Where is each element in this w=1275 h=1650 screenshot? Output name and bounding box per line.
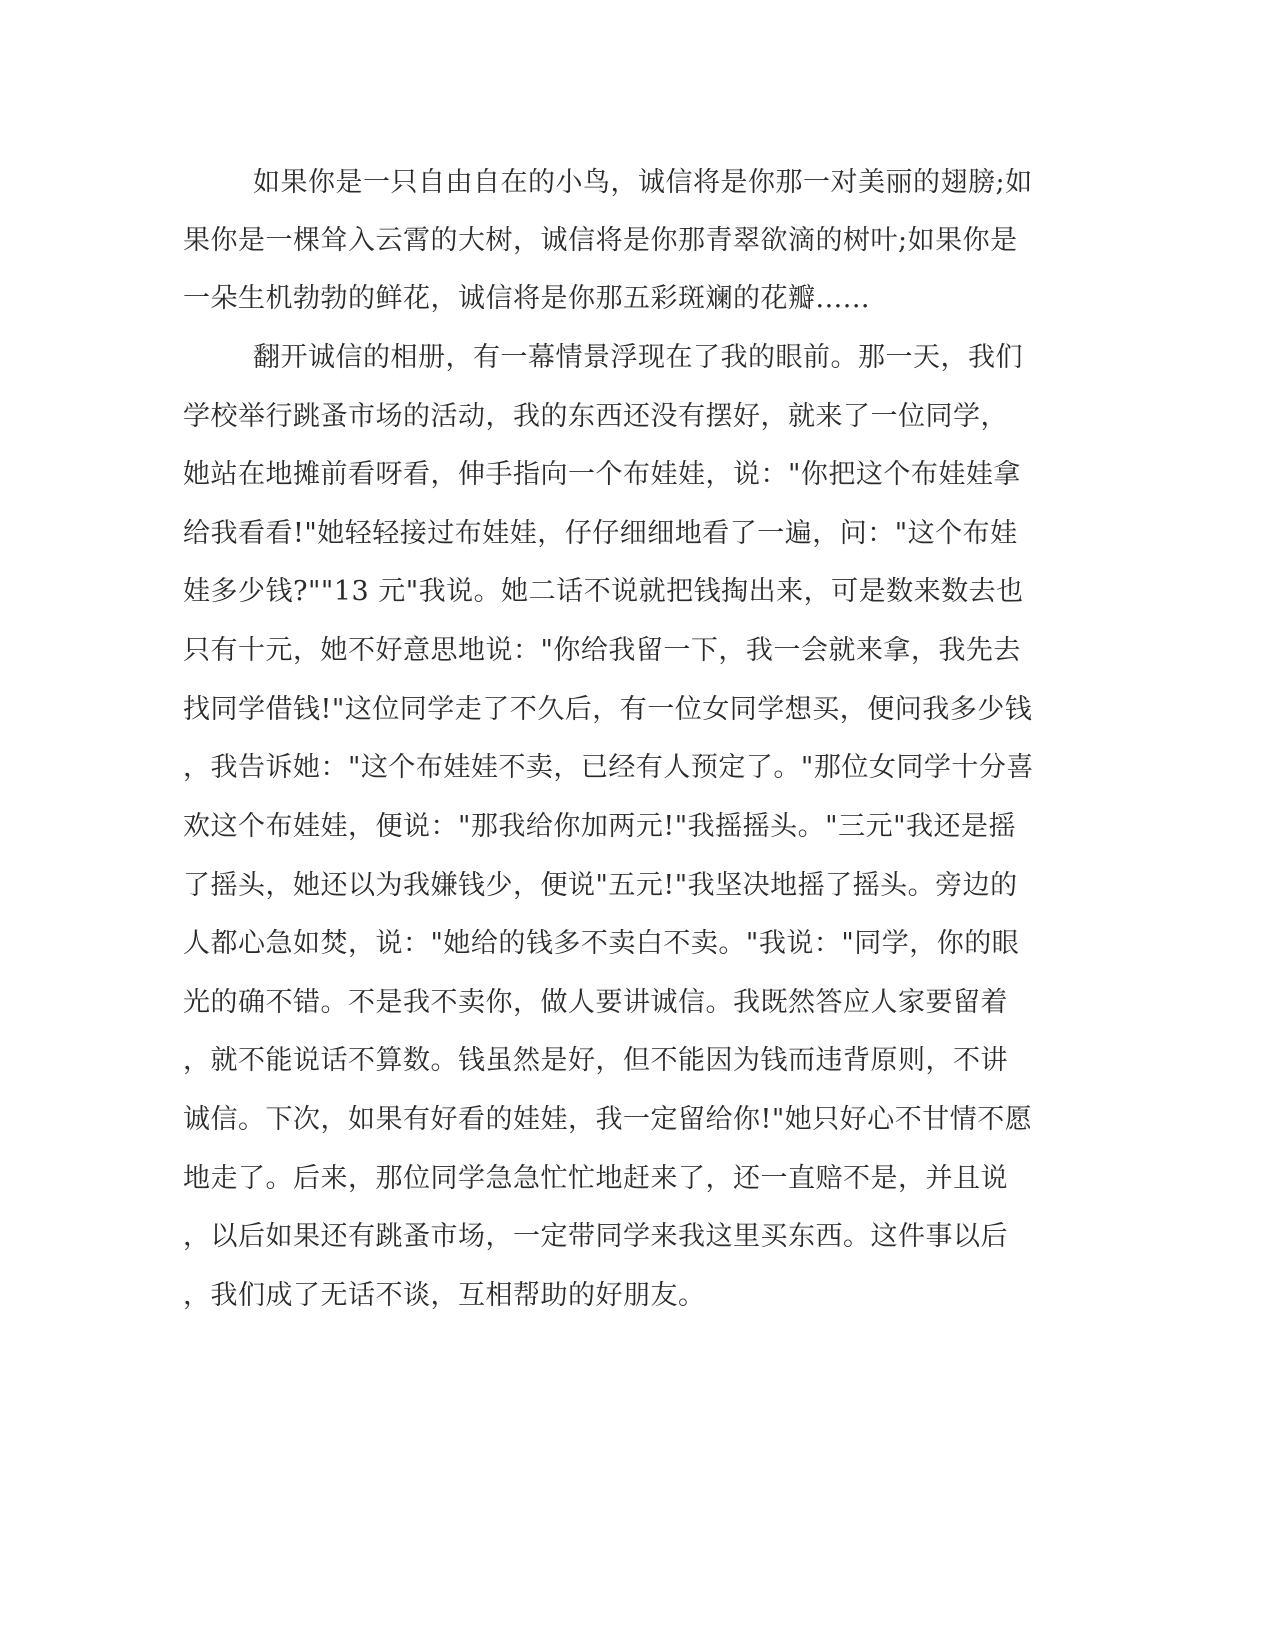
paragraph-2-line-2: 学校举行跳蚤市场的活动，我的东西还没有摆好，就来了一位同学， bbox=[183, 401, 1008, 432]
paragraph-1-line-3: 一朵生机勃勃的鲜花，诚信将是你那五彩斑斓的花瓣...... bbox=[183, 283, 870, 314]
paragraph-2-line-9: 欢这个布娃娃，便说："那我给你加两元!"我摇摇头。"三元"我还是摇 bbox=[183, 811, 1017, 842]
paragraph-2-line-16: ，以后如果还有跳蚤市场，一定带同学来我这里买东西。这件事以后 bbox=[183, 1221, 1008, 1252]
paragraph-2-line-14: 诚信。下次，如果有好看的娃娃，我一定留给你!"她只好心不甘情不愿 bbox=[183, 1104, 1033, 1135]
paragraph-2-line-13: ，就不能说话不算数。钱虽然是好，但不能因为钱而违背原则，不讲 bbox=[183, 1045, 1008, 1076]
paragraph-2-line-1: 翻开诚信的相册，有一幕情景浮现在了我的眼前。那一天，我们 bbox=[253, 342, 1023, 373]
paragraph-2-line-10: 了摇头，她还以为我嫌钱少，便说"五元!"我坚决地摇了摇头。旁边的 bbox=[183, 870, 1018, 901]
paragraph-2-line-6: 只有十元，她不好意思地说："你给我留一下，我一会就来拿，我先去 bbox=[183, 635, 1021, 666]
paragraph-2-line-11: 人都心急如焚，说："她给的钱多不卖白不卖。"我说："同学，你的眼 bbox=[183, 928, 1020, 959]
paragraph-1-line-1: 如果你是一只自由自在的小鸟，诚信将是你那一对美丽的翅膀;如 bbox=[253, 167, 1033, 198]
paragraph-2-line-8: ，我告诉她："这个布娃娃不卖，已经有人预定了。"那位女同学十分喜 bbox=[183, 752, 1034, 783]
paragraph-2-line-4: 给我看看!"她轻轻接过布娃娃，仔仔细细地看了一遍，问："这个布娃 bbox=[183, 518, 1018, 549]
paragraph-2-line-17: ，我们成了无话不谈，互相帮助的好朋友。 bbox=[183, 1280, 706, 1311]
paragraph-2-line-3: 她站在地摊前看呀看，伸手指向一个布娃娃，说："你把这个布娃娃拿 bbox=[183, 459, 1021, 490]
paragraph-2-line-7: 找同学借钱!"这位同学走了不久后，有一位女同学想买，便问我多少钱 bbox=[183, 694, 1033, 725]
paragraph-2-line-12: 光的确不错。不是我不卖你，做人要讲诚信。我既然答应人家要留着 bbox=[183, 987, 1008, 1018]
paragraph-2-line-5: 娃多少钱?""13 元"我说。她二话不说就把钱掏出来，可是数来数去也 bbox=[183, 576, 1024, 607]
paragraph-2-line-15: 地走了。后来，那位同学急急忙忙地赶来了，还一直赔不是，并且说 bbox=[183, 1163, 1008, 1194]
paragraph-1-line-2: 果你是一棵耸入云霄的大树，诚信将是你那青翠欲滴的树叶;如果你是 bbox=[183, 225, 1018, 256]
